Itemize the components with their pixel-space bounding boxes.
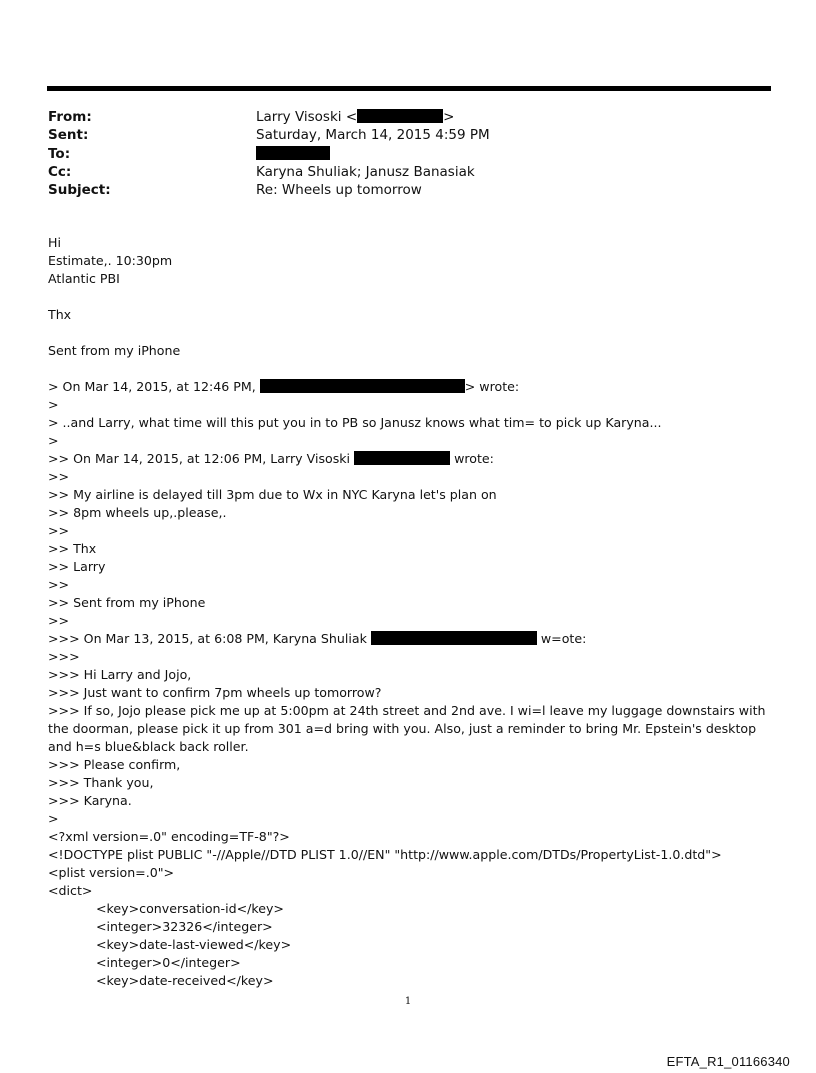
quote-line: >> Thx [48,541,97,556]
quote-text: >> On Mar 14, 2015, at 12:06 PM, Larry Visoski [48,451,355,466]
redaction-box [357,109,443,123]
redaction-box [260,379,465,393]
xml-line: <?xml version=.0" encoding=TF-8"?> [48,829,290,844]
quote-line: > [48,811,59,826]
cc-row [48,163,768,181]
quote-text: w=ote: [536,631,587,646]
cc-value: Karyna Shuliak; Janusz Banasiak [256,164,475,180]
quote-text: wrote: [450,451,494,466]
quote-text: > On Mar 14, 2015, at 12:46 PM, [48,379,260,394]
redaction-box [256,146,330,160]
page-number: 1 [404,996,412,1007]
quote-line: >> Sent from my iPhone [48,595,206,610]
from-row [48,108,768,126]
quote-line [48,630,778,648]
cc-label: Cc: [48,164,72,180]
quote-line: >>> Just want to confirm 7pm wheels up tomorrow? [48,685,382,700]
quote-line: > [48,397,59,412]
blank-line [48,288,778,306]
subject-row [48,181,768,199]
xml-line: <integer>0</integer> [96,955,241,970]
xml-line: <plist version=.0"> [48,865,175,880]
quote-line: >> My airline is delayed till 3pm due to Wx in NYC Karyna let's plan on [48,487,497,502]
redaction-box [371,631,537,645]
quote-text: >>> On Mar 13, 2015, at 6:08 PM, Karyna Shuliak [48,631,371,646]
quote-line [48,450,778,468]
to-value [256,145,330,163]
from-value [256,108,454,126]
body-line: Atlantic PBI [48,271,120,286]
from-close: > [443,109,455,125]
quote-line: > ..and Larry, what time will this put you in to PB so Janusz knows what tim= to pick up Karyna... [48,415,662,430]
xml-line: <!DOCTYPE plist PUBLIC "-//Apple//DTD PLIST 1.0//EN" "http://www.apple.com/DTDs/PropertyList-1.0.dtd"> [48,847,722,862]
document-id: EFTA_R1_01166340 [666,1054,790,1069]
email-body [48,234,778,990]
from-label: From: [48,109,92,125]
blank-line [48,324,778,342]
to-label: To: [48,146,71,162]
sent-row [48,126,768,144]
quote-line: >>> Please confirm, [48,757,181,772]
quote-line: >> [48,577,70,592]
from-name: Larry Visoski < [256,109,358,125]
quote-line: >> 8pm wheels up,.please,. [48,505,227,520]
signature-line: Sent from my iPhone [48,343,181,358]
xml-line: <key>date-last-viewed</key> [96,937,292,952]
quote-line: >>> [48,649,80,664]
body-line: Estimate,. 10:30pm [48,253,173,268]
xml-line: <key>conversation-id</key> [96,901,284,916]
quote-line: >> [48,613,70,628]
quote-line: > [48,433,59,448]
redaction-box [354,451,450,465]
quote-line [48,378,778,396]
quote-text: > wrote: [464,379,520,394]
header-rule [47,86,771,91]
body-line: Hi [48,235,61,250]
to-row [48,145,768,163]
xml-line: <key>date-received</key> [96,973,274,988]
subject-value: Re: Wheels up tomorrow [256,182,422,198]
quote-line: >> [48,523,70,538]
body-line: Thx [48,307,72,322]
sent-value: Saturday, March 14, 2015 4:59 PM [256,127,490,143]
quote-line: >> [48,469,70,484]
quote-line: >>> Thank you, [48,775,154,790]
quote-line: >>> Hi Larry and Jojo, [48,667,192,682]
quote-line: >>> Karyna. [48,793,132,808]
quote-line: >> Larry [48,559,106,574]
blank-line [48,360,778,378]
xml-line: <dict> [48,883,93,898]
quote-paragraph: >>> If so, Jojo please pick me up at 5:00pm at 24th street and 2nd ave. I wi=l leave my luggage downstairs with the doorman, please pick it up from 301 a=d bring with you. Also, just a reminder to bring Mr. Epstein's desktop and h=s blue&black back roller. [48,703,766,754]
xml-line: <integer>32326</integer> [96,919,273,934]
subject-label: Subject: [48,182,111,198]
sent-label: Sent: [48,127,89,143]
